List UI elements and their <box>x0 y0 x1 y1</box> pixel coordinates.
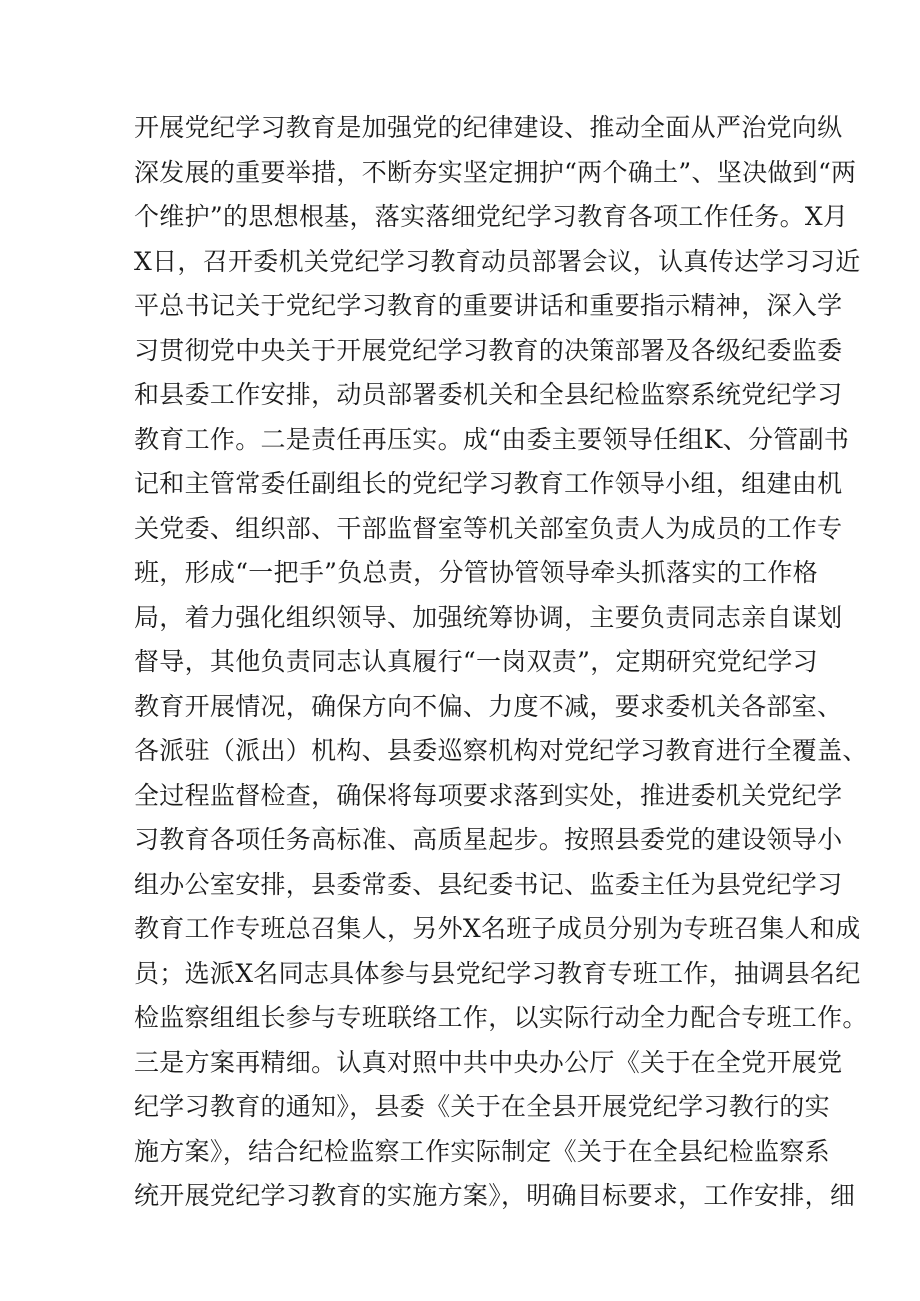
text-line: 个维护”的思想根基，落实落细党纪学习教育各项工作任务。X月 <box>134 202 849 231</box>
text-line: 施方案》，结合纪检监察工作实际制定《关于在全县纪检监察系 <box>134 1136 830 1166</box>
text-line: 局，着力强化组织领导、加强统筹协调，主要负责同志亲自谋划 <box>134 602 843 632</box>
text-line: 习贯彻党中央关于开展党纪学习教育的决策部署及各级纪委监委 <box>134 335 843 365</box>
text-line: 教育开展情况，确保方向不偏、力度不减，要求委机关各部室、 <box>134 691 843 721</box>
text-line: 纪学习教育的通知》，县委《关于在全县开展党纪学习教行的实 <box>134 1092 830 1121</box>
text-line: 全过程监督检查，确保将每项要求落到实处，推进委机关党纪学 <box>134 780 843 810</box>
text-line: 开展党纪学习教育是加强党的纪律建设、推动全面从严治党向纵 <box>134 113 843 142</box>
text-line: 记和主管常委任副组长的党纪学习教育工作领导小组，组建由机 <box>134 469 843 498</box>
text-line: 组办公室安排，县委常委、县纪委书记、监委主任为县党纪学习 <box>134 869 843 899</box>
text-line: X日，召开委机关党纪学习教育动员部署会议，认真传达学习习近 <box>134 246 861 276</box>
text-line: 平总书记关于党纪学习教育的重要讲话和重要指示精神，深入学 <box>134 291 843 320</box>
text-line: 深发展的重要举措，不断夯实坚定拥护“两个确土”、坚决做到“两 <box>134 157 857 187</box>
text-line: 督导，其他负责同志认真履行“一岗双责”，定期研究党纪学习 <box>134 647 818 676</box>
text-line: 和县委工作安排，动员部署委机关和全县纪检监察系统党纪学习 <box>134 380 843 409</box>
text-line: 习教育各项任务高标准、高质星起步。按照县委党的建设领导小 <box>134 825 843 854</box>
text-line: 三是方案再精细。认真对照中共中央办公厅《关于在全党开展党 <box>134 1047 843 1077</box>
text-line: 检监察组组长参与专班联络工作，以实际行动全力配合专班工作。 <box>134 1003 868 1032</box>
text-line: 教育工作。二是责任再压实。成“由委主要领导任组K、分管副书 <box>134 424 850 454</box>
text-line: 统开展党纪学习教育的实施方案》，明确目标要求，工作安排，细 <box>134 1181 856 1210</box>
text-line: 关党委、组织部、干部监督室等机关部室负责人为成员的工作专 <box>134 513 843 543</box>
text-line: 教育工作专班总召集人，另外X名班子成员分别为专班召集人和成 <box>134 914 861 943</box>
body-paragraph <box>134 106 868 1219</box>
text-line: 班，形成“一把手”负总责，分管协管领导牵头抓落实的工作格 <box>134 558 818 587</box>
text-line: 各派驻（派出）机构、县委巡察机构对党纪学习教育进行全覆盖、 <box>134 736 868 765</box>
text-line: 员；选派X名同志具体参与县党纪学习教育专班工作，抽调县名纪 <box>134 958 861 988</box>
